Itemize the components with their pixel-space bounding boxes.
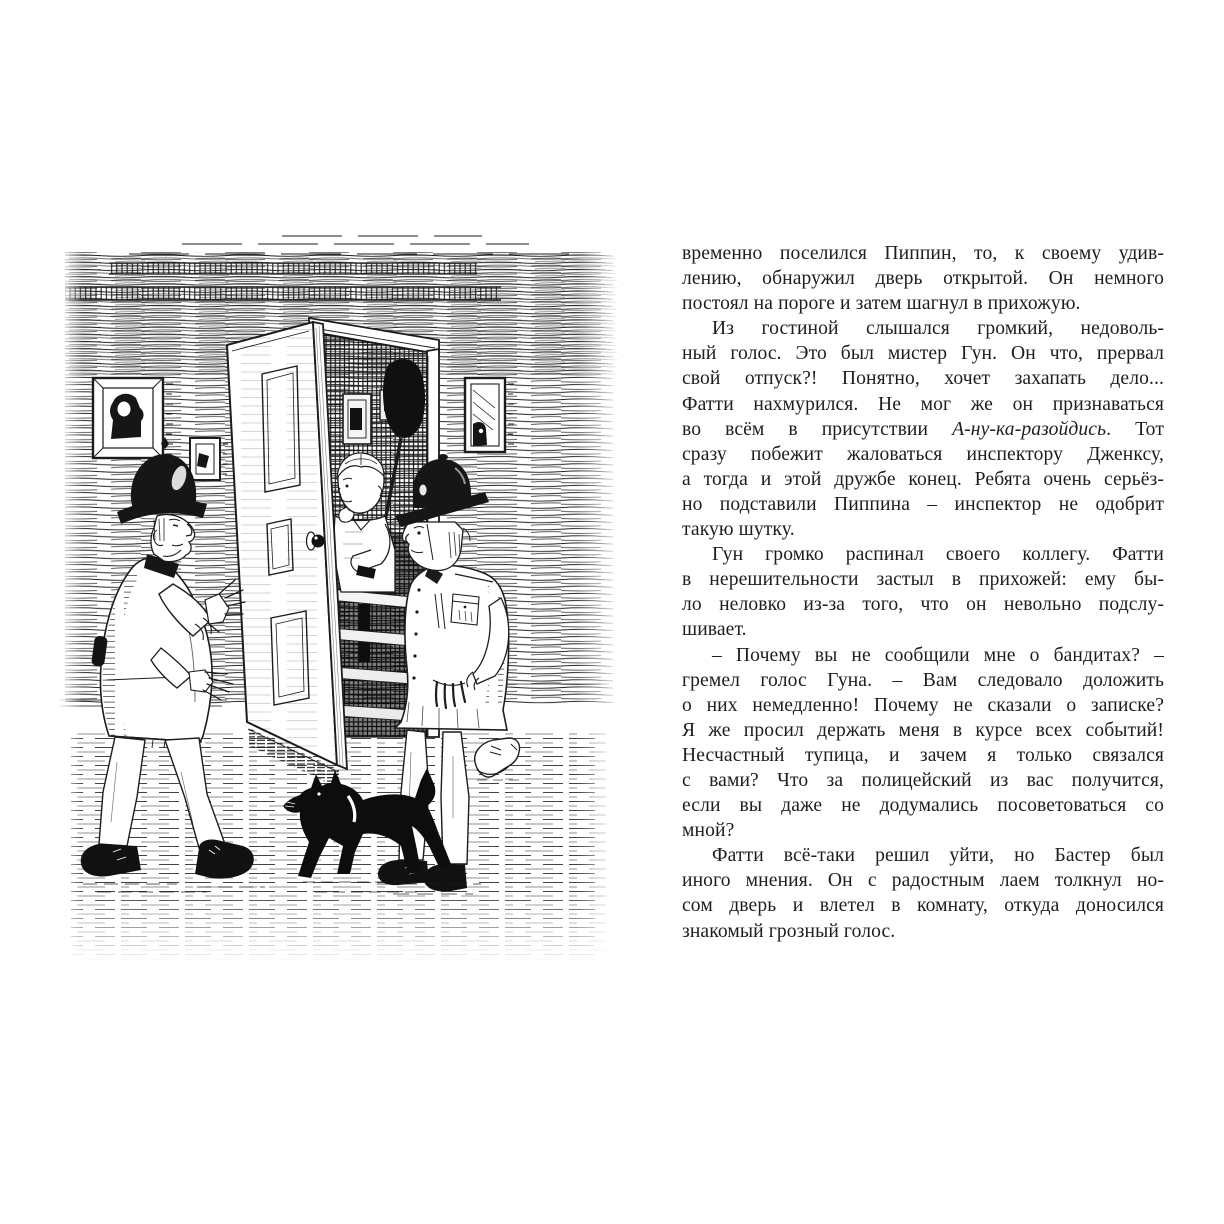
text-segment: лению, обнаружил дверь открытой. Он немного (682, 268, 1164, 290)
text-line-p2 (682, 442, 1164, 467)
text-segment: о них немедленно! Почему не сказали о записке? (682, 694, 1164, 716)
text-line-p2 (682, 467, 1164, 492)
dog-eye (317, 792, 320, 795)
text-segment: в нерешительности застыл в прихожей: ему бы- (682, 569, 1164, 591)
text-segment: Я же просил держать меня в курсе всех событий! (682, 719, 1164, 741)
text-line-p4 (682, 793, 1164, 818)
text-line-p2 (682, 316, 1164, 341)
text-line-p4 (682, 718, 1164, 743)
text-segment: свой отпуск?! Понятно, хочет захапать дело... (682, 368, 1164, 390)
text-segment: такую шутку. (682, 519, 795, 541)
text-segment: иного мнения. Он с радостным лаем толкнул но- (682, 870, 1164, 892)
text-segment: если вы даже не додумались посоветоваться со (682, 795, 1164, 817)
text-segment: Из гостиной слышался громкий, недоволь- (712, 318, 1164, 340)
text-segment: Фатти всё-таки решил уйти, но Бастер был (712, 845, 1164, 867)
text-line-p1 (682, 266, 1164, 291)
text-segment: Гун громко распинал своего коллегу. Фатти (712, 544, 1164, 566)
text-segment: . Тот (1106, 418, 1164, 440)
text-line-p5 (682, 919, 1164, 944)
text-line-p4 (682, 643, 1164, 668)
text-line-p4 (682, 693, 1164, 718)
text-line-p3 (682, 542, 1164, 567)
text-line-p4 (682, 743, 1164, 768)
text-segment: а тогда и этой дружбе конец. Ребята очень серьёз- (682, 468, 1164, 490)
text-line-p5 (682, 893, 1164, 918)
text-line-p1 (682, 241, 1164, 266)
text-segment: Несчастный тупица, и зачем я только связался (682, 744, 1164, 766)
text-segment: временно поселился Пиппин, то, к своему удив- (682, 243, 1164, 264)
text-line-p2 (682, 417, 1164, 442)
picture-frame-left (93, 378, 173, 458)
eye (417, 531, 420, 534)
illustration-svg (57, 232, 622, 977)
text-segment: ный голос. Это был мистер Гун. Он что, прервал (682, 343, 1164, 365)
text-segment: постоял на пороге и затем шагнул в прихожую. (682, 293, 1081, 315)
text-line-p3 (682, 617, 1164, 642)
portrait-figure (473, 422, 487, 446)
text-line-p2 (682, 517, 1164, 542)
story-text (682, 241, 1164, 944)
text-segment: шивает. (682, 619, 747, 641)
text-line-p4 (682, 668, 1164, 693)
text-segment: сразу побежит жаловаться инспектору Дженксу, (682, 443, 1164, 465)
text-segment: сом дверь и влетел в комнату, откуда доносился (682, 895, 1164, 917)
text-line-p2 (682, 492, 1164, 517)
text-segment: с вами? Что за полицейский из вас получится, (682, 769, 1164, 791)
text-line-p2 (682, 366, 1164, 391)
boy-eye (346, 485, 349, 488)
eye (173, 525, 178, 526)
text-segment: знакомый грозный голос. (682, 920, 896, 942)
text-line-p4 (682, 768, 1164, 793)
text-line-p3 (682, 567, 1164, 592)
italic-phrase: А-ну-ка-разойдись (952, 418, 1107, 440)
text-segment: во всём в присутствии (682, 418, 953, 440)
text-line-p5 (682, 868, 1164, 893)
helmet-badge (419, 485, 426, 496)
text-segment: гремел голос Гуна. – Вам следовало доложить (682, 669, 1164, 691)
text-line-p1 (682, 291, 1164, 316)
text-line-p4 (682, 818, 1164, 843)
text-segment: Фатти нахмурился. Не мог же он признаваться (682, 393, 1164, 415)
story-illustration (57, 232, 622, 977)
text-segment: ло неловко из-за того, что он невольно подслу- (682, 594, 1164, 616)
text-line-p3 (682, 592, 1164, 617)
text-line-p2 (682, 341, 1164, 366)
text-line-p2 (682, 392, 1164, 417)
text-segment: – Почему вы не сообщили мне о бандитах? – (712, 644, 1164, 666)
text-segment: но подставили Пиппина – инспектор не одобрит (682, 493, 1164, 515)
text-line-p5 (682, 843, 1164, 868)
text-segment: мной? (682, 820, 735, 842)
